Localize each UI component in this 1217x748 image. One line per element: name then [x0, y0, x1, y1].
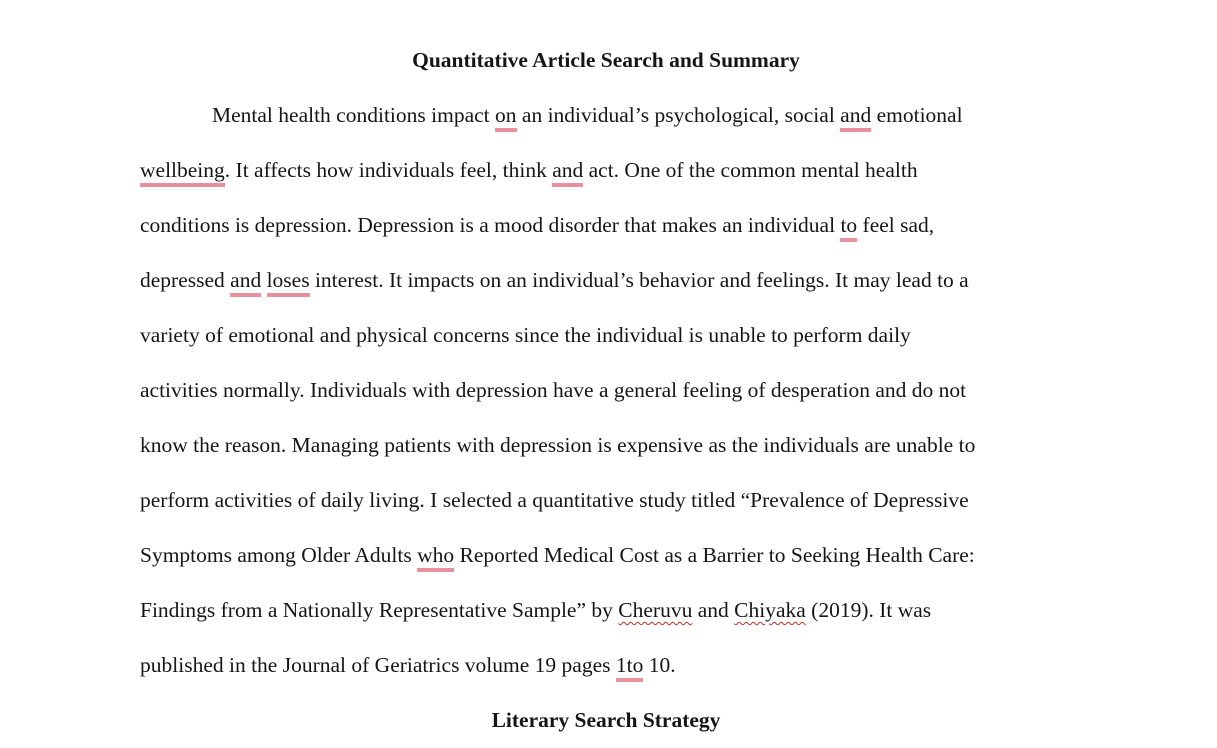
paragraph[interactable]: [140, 88, 1072, 693]
paragraph-line: [140, 143, 1072, 198]
paragraph-line: [140, 198, 1072, 253]
text-run: activities normally. Individuals with depression have a general feeling of desperation and do not: [140, 378, 967, 402]
grammar-suggestion-underline[interactable]: and: [840, 103, 871, 132]
text-run: Reported Medical Cost as a Barrier to Seeking Health Care:: [454, 543, 975, 567]
paragraph-line: [140, 583, 1072, 638]
grammar-suggestion-underline[interactable]: and: [552, 158, 583, 187]
text-run: (2019). It was: [805, 598, 932, 622]
grammar-suggestion-underline[interactable]: on: [495, 103, 517, 132]
document-title: Quantitative Article Search and Summary: [412, 48, 800, 72]
text-run: act. One of the common mental health: [583, 158, 918, 182]
grammar-suggestion-underline[interactable]: loses: [267, 268, 310, 297]
text-run: interest. It impacts on an individual’s behavior and feelings. It may lead to a: [309, 268, 969, 292]
spellcheck-squiggle[interactable]: Chiyaka: [734, 598, 806, 622]
grammar-suggestion-underline[interactable]: who: [417, 543, 454, 572]
paragraph-line: [140, 473, 1072, 528]
grammar-suggestion-underline[interactable]: wellbeing: [140, 158, 225, 187]
text-run: an individual’s psychological, social: [516, 103, 841, 127]
text-run: . It affects how individuals feel, think: [224, 158, 553, 182]
text-run: variety of emotional and physical concerns since the individual is unable to perform daily: [140, 323, 911, 347]
paragraph-line: [140, 88, 1072, 143]
grammar-suggestion-underline[interactable]: and: [230, 268, 261, 297]
text-run: Mental health conditions impact: [212, 103, 496, 127]
text-run: and: [692, 598, 735, 622]
text-run: published in the Journal of Geriatrics volume 19 pages: [140, 653, 616, 677]
text-run: Symptoms among Older Adults: [140, 543, 418, 567]
text-run: conditions is depression. Depression is a mood disorder that makes an individual: [140, 213, 841, 237]
text-run: perform activities of daily living. I selected a quantitative study titled “Prevalence of Depressive: [140, 488, 969, 512]
text-run: Findings from a Nationally Representative Sample” by: [140, 598, 619, 622]
section-heading: Literary Search Strategy: [491, 708, 721, 732]
paragraph-line: [140, 253, 1072, 308]
text-run: feel sad,: [857, 213, 935, 237]
grammar-suggestion-underline[interactable]: to: [840, 213, 857, 242]
spellcheck-squiggle[interactable]: Cheruvu: [618, 598, 693, 622]
text-run: [261, 268, 266, 292]
text-run: depressed: [140, 268, 231, 292]
paragraph-line: [140, 308, 1072, 363]
paragraph-line: [140, 418, 1072, 473]
grammar-suggestion-underline[interactable]: 1to: [616, 653, 643, 682]
text-run: know the reason. Managing patients with depression is expensive as the individuals are unable to: [140, 433, 976, 457]
text-run: 10.: [643, 653, 676, 677]
paragraph-line: [140, 363, 1072, 418]
paragraph-line: [140, 528, 1072, 583]
paragraph-line: [140, 638, 1072, 693]
text-run: emotional: [871, 103, 963, 127]
